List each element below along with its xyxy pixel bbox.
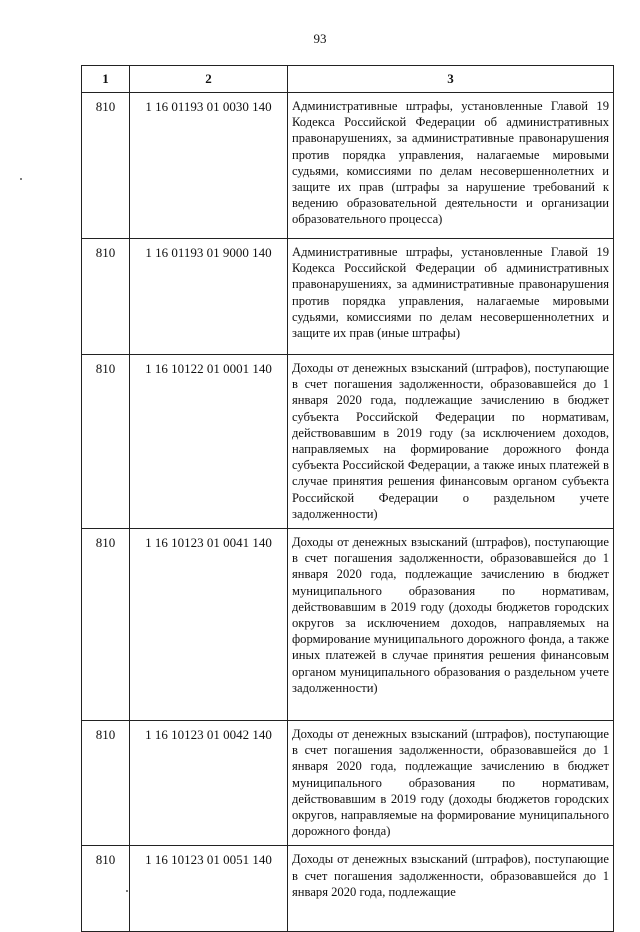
budget-code: 1 16 01193 01 0030 140 (130, 93, 288, 239)
header-col-2: 2 (130, 66, 288, 93)
income-description: Административные штрафы, установленные Главой 19 Кодекса Российской Федерации об административных правонарушениях, за административные правонарушения против порядка управления, налагаемые мировыми судьями, комиссиями по делам несовершеннолетних и защите их прав (иные штрафы) (288, 239, 614, 355)
admin-code: 810 (82, 239, 130, 355)
income-description: Доходы от денежных взысканий (штрафов), поступающие в счет погашения задолженности, образовавшейся до 1 января 2020 года, подлежащие зачислению в бюджет муниципального образования по нормативам, действовавшим в 2019 году (доходы бюджетов городских округов за исключением доходов, направляемых на формирование муниципального дорожного фонда, а также иных платежей в случае принятия решения финансовым органом муниципального образования о раздельном учете задолженности) (288, 529, 614, 721)
income-description: Административные штрафы, установленные Главой 19 Кодекса Российской Федерации об административных правонарушениях, за административные правонарушения против порядка управления, налагаемые мировыми судьями, комиссиями по делам несовершеннолетних и защите их прав (штрафы за нарушение требований к ведению образовательной деятельности и организации образовательного процесса) (288, 93, 614, 239)
page-number: 93 (313, 31, 327, 46)
table-row (82, 721, 614, 846)
budget-code: 1 16 10123 01 0042 140 (130, 721, 288, 846)
scan-speck (20, 178, 22, 180)
scan-speck (126, 890, 128, 892)
budget-codes-table (81, 65, 614, 932)
admin-code: 810 (82, 93, 130, 239)
income-description: Доходы от денежных взысканий (штрафов), поступающие в счет погашения задолженности, образовавшейся до 1 января 2020 года, подлежащие зачислению в бюджет муниципального образования по нормативам, действовавшим в 2019 году (доходы бюджетов городских округов, направляемые на формирование муниципального дорожного фонда) (288, 721, 614, 846)
table-row (82, 529, 614, 721)
admin-code: 810 (82, 529, 130, 721)
table-row (82, 239, 614, 355)
header-col-1: 1 (82, 66, 130, 93)
budget-code: 1 16 10123 01 0041 140 (130, 529, 288, 721)
admin-code: 810 (82, 846, 130, 932)
table-header-row (82, 66, 614, 93)
table-row (82, 355, 614, 529)
table-row (82, 846, 614, 932)
budget-code: 1 16 01193 01 9000 140 (130, 239, 288, 355)
header-col-3: 3 (288, 66, 614, 93)
income-description: Доходы от денежных взысканий (штрафов), поступающие в счет погашения задолженности, образовавшейся до 1 января 2020 года, подлежащие (288, 846, 614, 932)
budget-code: 1 16 10123 01 0051 140 (130, 846, 288, 932)
admin-code: 810 (82, 721, 130, 846)
table-row (82, 93, 614, 239)
budget-code: 1 16 10122 01 0001 140 (130, 355, 288, 529)
income-description: Доходы от денежных взысканий (штрафов), поступающие в счет погашения задолженности, образовавшейся до 1 января 2020 года, подлежащие зачислению в бюджет субъекта Российской Федерации по нормативам, действовавшим в 2019 году (за исключением доходов, направляемых на формирование дорожного фонда субъекта Российской Федерации, а также иных платежей в случае принятия решения финансовым органом субъекта Российской Федерации о раздельном учете задолженности) (288, 355, 614, 529)
admin-code: 810 (82, 355, 130, 529)
